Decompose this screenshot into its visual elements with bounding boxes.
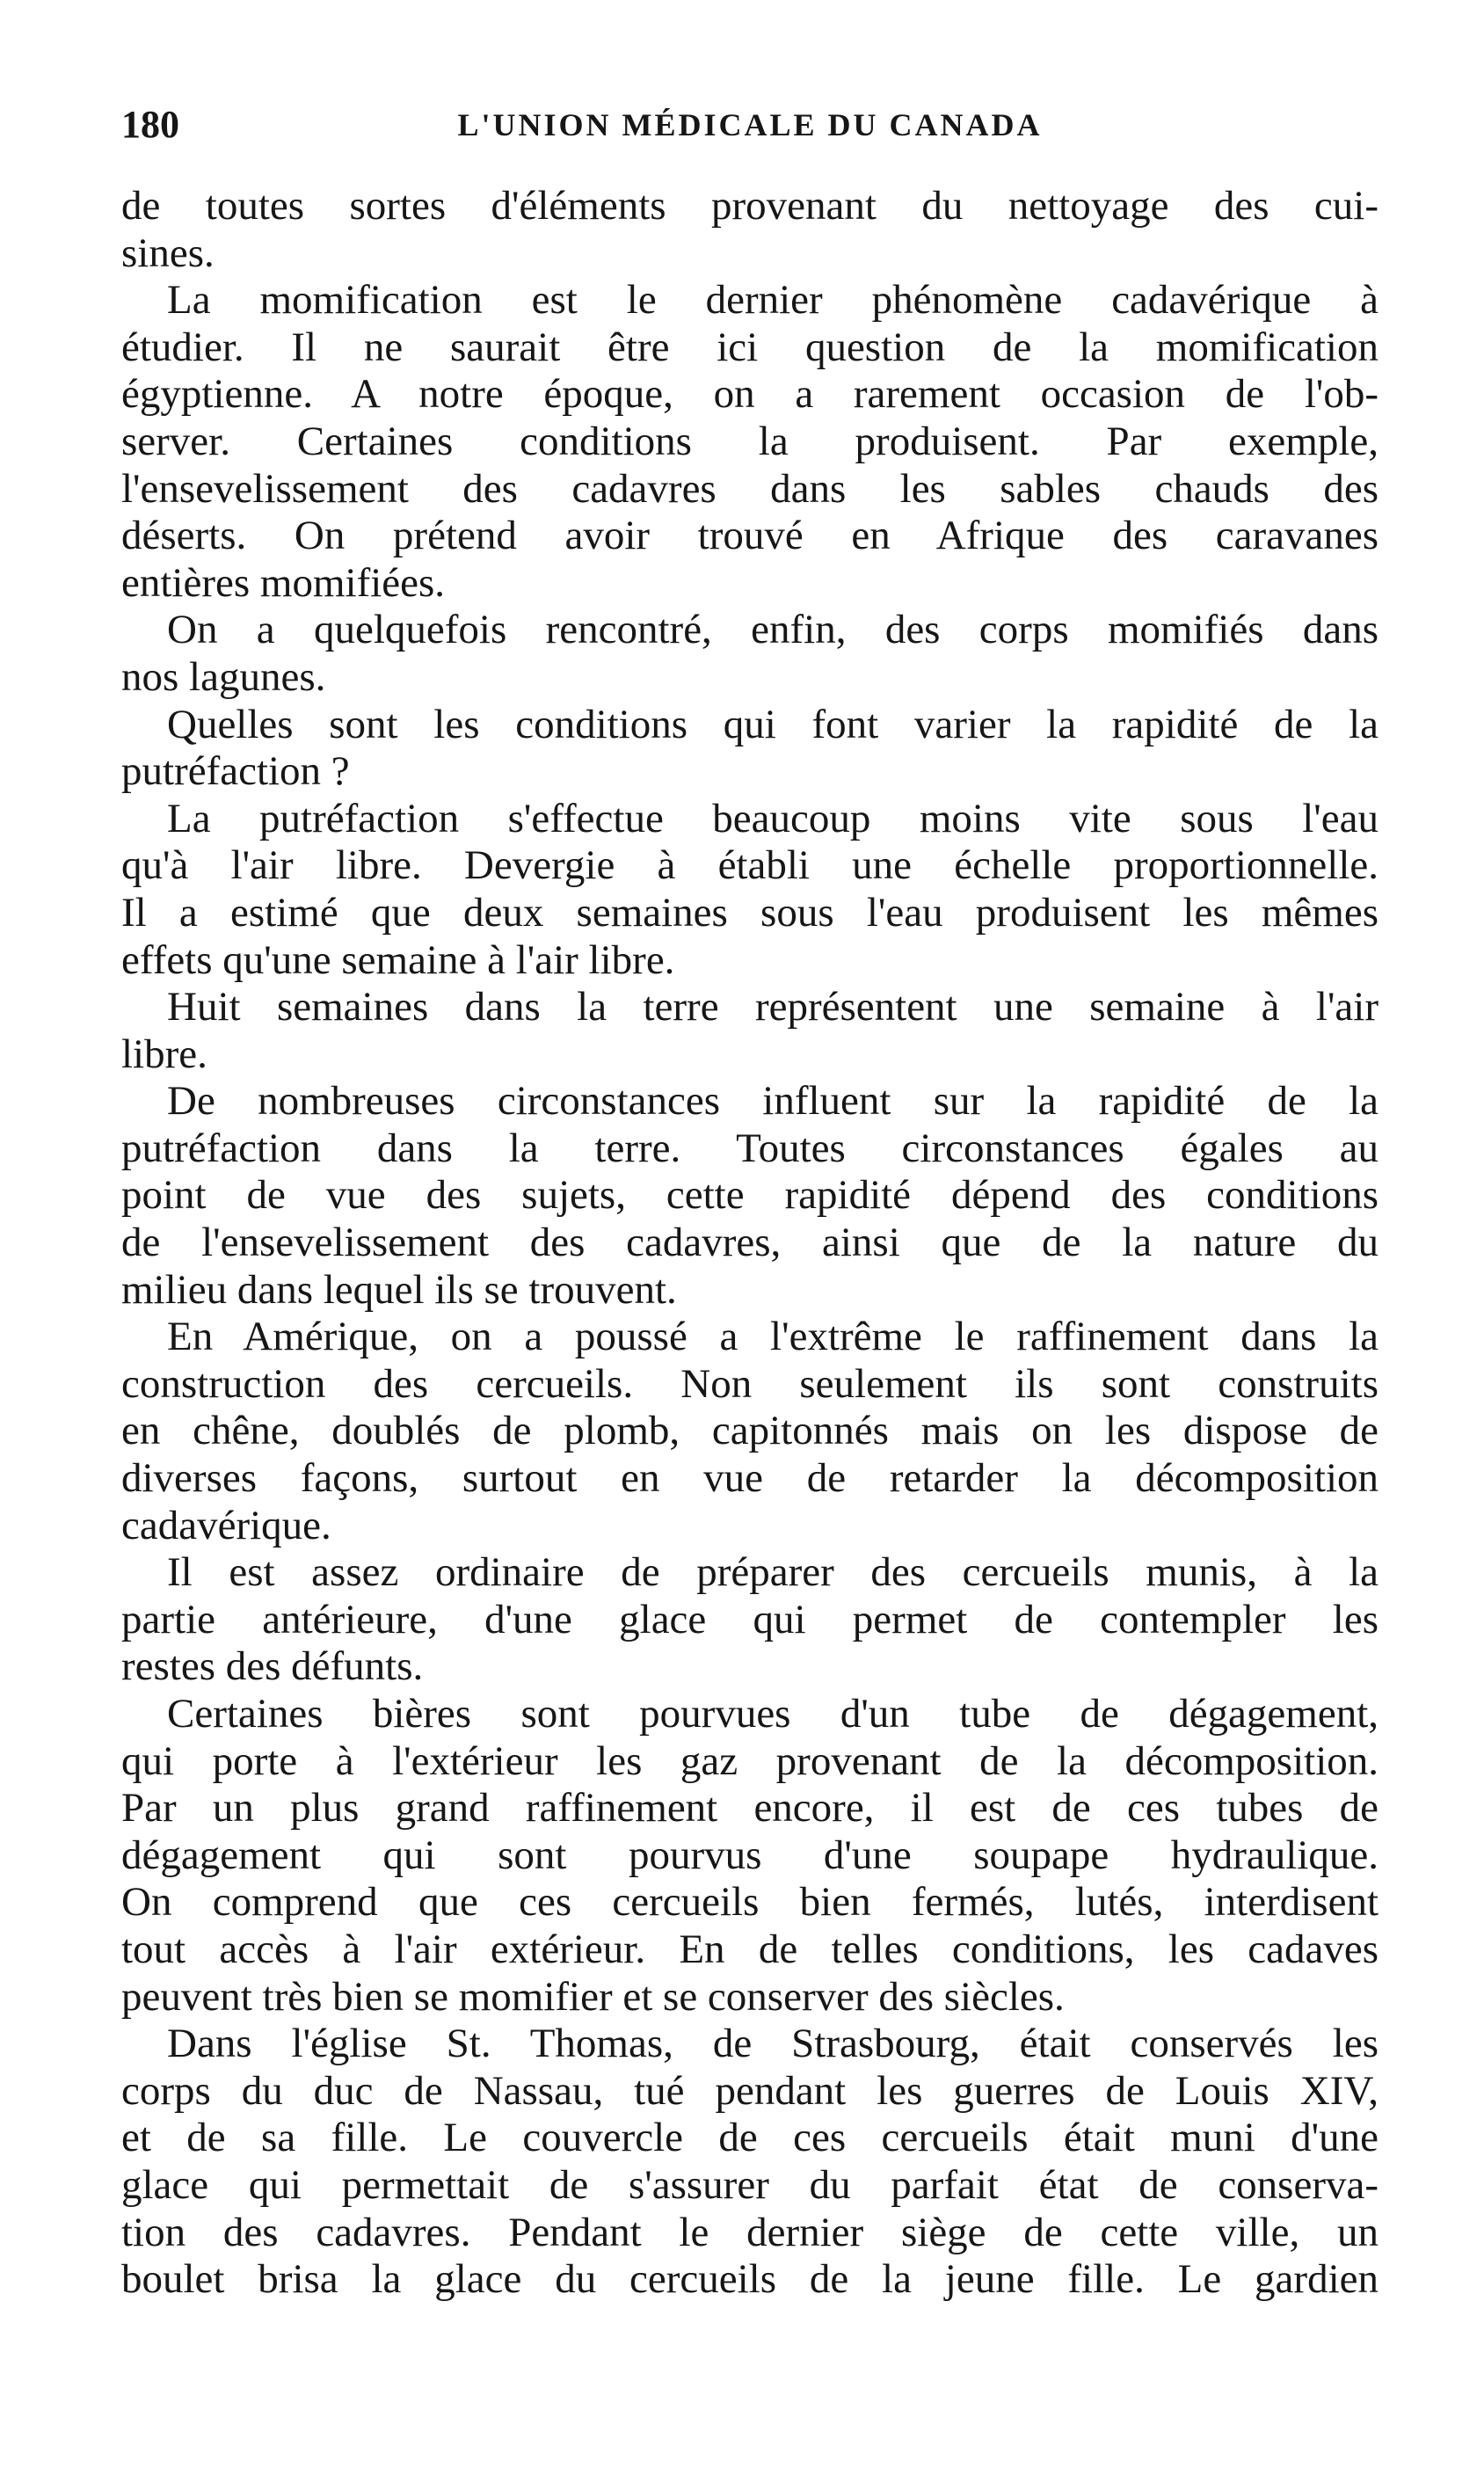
text-line: de l'ensevelissement des cadavres, ainsi que de la nature du [121, 1220, 1379, 1266]
text-line: sines. [121, 229, 215, 276]
text-line: qu'à l'air libre. Devergie à établi une échelle proportionnelle. [121, 842, 1379, 889]
text-line: putréfaction ? [121, 748, 350, 795]
text-line: glace qui permettait de s'assurer du parfait état de conserva- [121, 2161, 1379, 2208]
text-line: tion des cadavres. Pendant le dernier siège de cette ville, un [121, 2209, 1379, 2255]
text-line: On comprend que ces cercueils bien fermés, lutés, interdisent [121, 1879, 1379, 1926]
text-line: diverses façons, surtout en vue de retarder la décomposition [121, 1455, 1379, 1502]
text-line: point de vue des sujets, cette rapidité dépend des conditions [121, 1172, 1379, 1219]
text-line: corps du duc de Nassau, tué pendant les guerres de Louis XIV, [121, 2067, 1379, 2114]
text-line: On a quelquefois rencontré, enfin, des corps momifiés dans [167, 607, 1379, 653]
text-line: En Amérique, on a poussé a l'extrême le raffinement dans la [167, 1314, 1379, 1360]
text-line: peuvent très bien se momifier et se conserver des siècles. [121, 1973, 1065, 2020]
text-line: Huit semaines dans la terre représentent une semaine à l'air [167, 984, 1379, 1031]
text-line: De nombreuses circonstances influent sur la rapidité de la [167, 1078, 1379, 1125]
text-line: Dans l'église St. Thomas, de Strasbourg, était conservés les [167, 2021, 1379, 2067]
text-line: server. Certaines conditions la produisent. Par exemple, [121, 418, 1379, 464]
text-line: l'ensevelissement des cadavres dans les sables chauds des [121, 465, 1379, 512]
text-line: étudier. Il ne saurait être ici question de la momification [121, 324, 1379, 370]
text-line: en chêne, doublés de plomb, capitonnés mais on les dispose de [121, 1408, 1379, 1454]
text-line: nos lagunes. [121, 653, 326, 700]
text-line: dégagement qui sont pourvus d'une soupape hydraulique. [121, 1832, 1379, 1878]
text-line: La putréfaction s'effectue beaucoup moins vite sous l'eau [167, 795, 1379, 841]
text-line: boulet brisa la glace du cercueils de la jeune fille. Le gardien [121, 2256, 1379, 2303]
text-line: et de sa fille. Le couvercle de ces cercueils était muni d'une [121, 2115, 1379, 2161]
text-line: milieu dans lequel ils se trouvent. [121, 1266, 677, 1313]
text-line: construction des cercueils. Non seulement ils sont construits [121, 1360, 1379, 1407]
text-line: Par un plus grand raffinement encore, il est de ces tubes de [121, 1785, 1379, 1832]
text-line: tout accès à l'air extérieur. En de telles conditions, les cadaves [121, 1926, 1379, 1972]
text-line: partie antérieure, d'une glace qui permet de contempler les [121, 1596, 1379, 1642]
text-line: Quelles sont les conditions qui font varier la rapidité de la [167, 701, 1379, 747]
text-line: La momification est le dernier phénomène cadavérique à [167, 277, 1379, 324]
text-line: restes des défunts. [121, 1643, 424, 1690]
text-line: libre. [121, 1031, 207, 1077]
body-text [121, 183, 1379, 2304]
text-line: qui porte à l'extérieur les gaz provenant de la décomposition. [121, 1737, 1379, 1784]
text-line: égyptienne. A notre époque, on a rarement occasion de l'ob- [121, 371, 1379, 418]
text-line: cadavérique. [121, 1502, 331, 1548]
text-line: de toutes sortes d'éléments provenant du nettoyage des cui- [121, 183, 1379, 229]
text-line: Il a estimé que deux semaines sous l'eau produisent les mêmes [121, 889, 1379, 936]
page-number: 180 [121, 103, 179, 146]
text-line: putréfaction dans la terre. Toutes circonstances égales au [121, 1125, 1379, 1171]
text-line: entières momifiées. [121, 559, 446, 606]
text-line: déserts. On prétend avoir trouvé en Afrique des caravanes [121, 513, 1379, 559]
text-line: Certaines bières sont pourvues d'un tube de dégagement, [167, 1691, 1379, 1737]
text-line: Il est assez ordinaire de préparer des cercueils munis, à la [167, 1549, 1379, 1596]
running-title: L'UNION MÉDICALE DU CANADA [457, 107, 1043, 142]
running-head [121, 98, 1379, 151]
text-line: effets qu'une semaine à l'air libre. [121, 936, 675, 983]
